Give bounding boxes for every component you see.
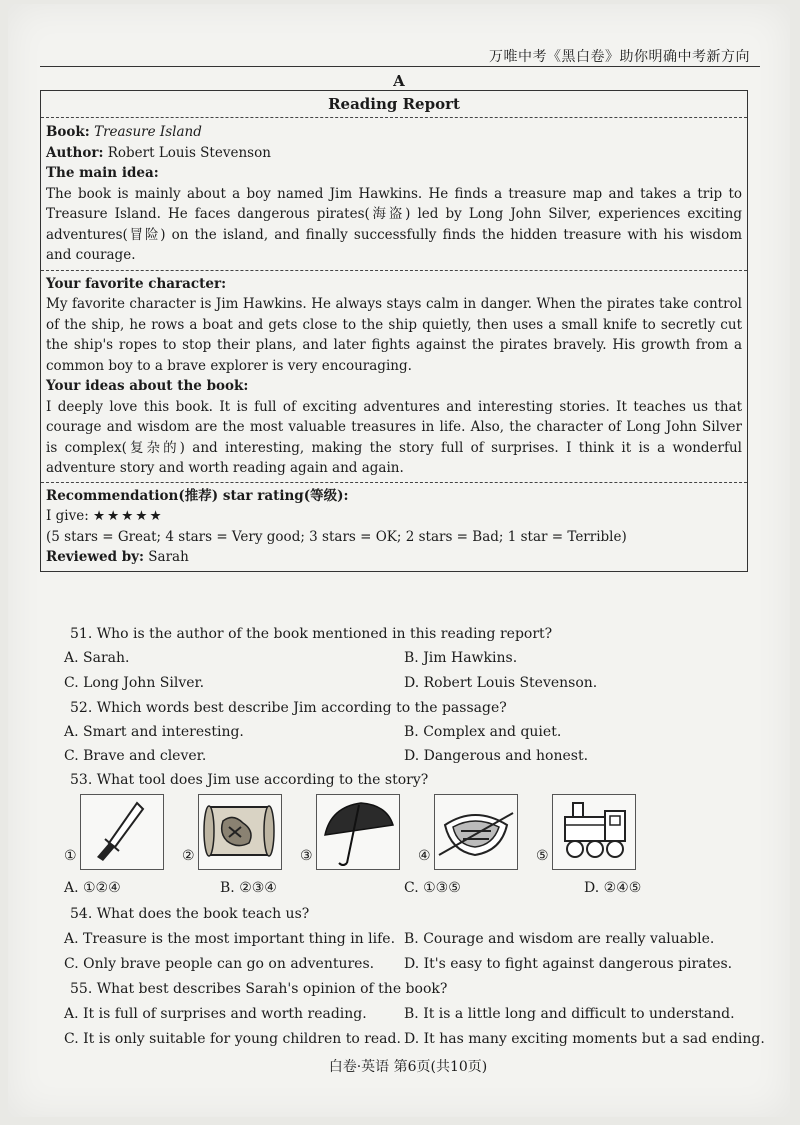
q54-option-c[interactable]: C. Only brave people can go on adventures. <box>64 956 375 972</box>
q51-option-b[interactable]: B. Jim Hawkins. <box>404 650 518 666</box>
page-footer: 白卷·英语 第6页(共10页) <box>328 1059 488 1075</box>
question-52-stem: 52. Which words best describe Jim according to the passage? <box>70 700 507 716</box>
book-info <box>41 118 747 271</box>
q55-option-c[interactable]: C. It is only suitable for young children to read. <box>64 1031 401 1047</box>
pic-label-3: ③ <box>300 848 313 864</box>
q55-option-a[interactable]: A. It is full of surprises and worth reading. <box>64 1006 367 1022</box>
question-55-stem: 55. What best describes Sarah's opinion of the book? <box>70 981 448 997</box>
favorite-section <box>41 271 747 483</box>
favorite-text: My favorite character is Jim Hawkins. He always stays calm in danger. When the pirates take control of the ship, he rows a boat and gets close to the ship quietly, then uses a small knife to secretly cut the ship's ropes to stop their plans, and later fights against the pirates bravely. His growth from a common boy to a brave explorer is very encouraging. <box>46 296 742 374</box>
favorite-label: Your favorite character: <box>46 275 227 292</box>
section-letter: A <box>393 72 405 90</box>
q53-pictures <box>64 794 744 870</box>
exam-page <box>8 4 790 1117</box>
q53-option-a[interactable]: A. ①②④ <box>64 880 121 896</box>
header-divider <box>40 66 760 67</box>
main-idea-label: The main idea: <box>46 165 159 181</box>
q53-option-c[interactable]: C. ①③⑤ <box>404 880 461 896</box>
q53-option-b[interactable]: B. ②③④ <box>220 880 277 896</box>
reading-report-box <box>40 90 748 572</box>
reviewed-label: Reviewed by: <box>46 549 144 565</box>
reviewer-name: Sarah <box>148 549 189 565</box>
q52-option-b[interactable]: B. Complex and quiet. <box>404 724 562 740</box>
star-rating: ★★★★★ <box>93 508 164 524</box>
q55-option-d[interactable]: D. It has many exciting moments but a sad ending. <box>404 1031 765 1047</box>
pic-label-4: ④ <box>418 848 431 864</box>
q54-option-a[interactable]: A. Treasure is the most important thing in life. <box>64 931 396 947</box>
q51-option-c[interactable]: C. Long John Silver. <box>64 675 205 691</box>
train-icon <box>552 794 636 870</box>
q53-option-d[interactable]: D. ②④⑤ <box>584 880 642 896</box>
author-row <box>46 143 742 164</box>
q52-option-d[interactable]: D. Dangerous and honest. <box>404 748 589 764</box>
knife-icon <box>80 794 164 870</box>
reviewed-row <box>46 547 742 568</box>
give-row <box>46 506 742 527</box>
q52-option-a[interactable]: A. Smart and interesting. <box>64 724 244 740</box>
author-name: Robert Louis Stevenson <box>107 144 271 161</box>
q55-option-b[interactable]: B. It is a little long and difficult to understand. <box>404 1006 735 1022</box>
rowboat-icon <box>434 794 518 870</box>
main-idea-text: The book is mainly about a boy named Jim Hawkins. He finds a treasure map and takes a trip to Treasure Island. He faces dangerous pirates(海盗) led by Long John Silver, experiences exciting adventures(冒险) on the island, and finally successfully finds the hidden treasure with his wisdom and courage. <box>46 185 742 263</box>
pic-label-2: ② <box>182 848 195 864</box>
q51-option-d[interactable]: D. Robert Louis Stevenson. <box>404 675 598 691</box>
ideas-text: I deeply love this book. It is full of exciting adventures and interesting stories. It teaches us that courage and wisdom are the most valuable treasures in life. Also, the character of Long John Silver is complex(复杂的) and interesting, making the story full of surprises. I think it is a wonderful adventure story and worth reading again and again. <box>46 398 742 476</box>
book-title: Treasure Island <box>94 124 202 140</box>
rating-section <box>41 483 747 571</box>
book-row <box>46 122 742 143</box>
q52-option-c[interactable]: C. Brave and clever. <box>64 748 207 764</box>
question-51-stem: 51. Who is the author of the book mentioned in this reading report? <box>70 626 553 642</box>
recommendation-label: Recommendation(推荐) star rating(等级): <box>46 487 349 504</box>
header-slogan: 万唯中考《黑白卷》助你明确中考新方向 <box>489 49 750 65</box>
q51-option-a[interactable]: A. Sarah. <box>64 650 130 666</box>
pic-label-1: ① <box>64 848 77 864</box>
pic-label-5: ⑤ <box>536 848 549 864</box>
question-53-stem: 53. What tool does Jim use according to the story? <box>70 772 429 788</box>
question-54-stem: 54. What does the book teach us? <box>70 906 310 922</box>
give-label: I give: <box>46 508 89 524</box>
author-label: Author: <box>46 144 104 161</box>
rating-scale: (5 stars = Great; 4 stars = Very good; 3 stars = OK; 2 stars = Bad; 1 star = Terrible) <box>46 528 627 545</box>
book-label: Book: <box>46 124 90 140</box>
umbrella-icon <box>316 794 400 870</box>
report-title: Reading Report <box>41 91 747 118</box>
q54-option-b[interactable]: B. Courage and wisdom are really valuable. <box>404 931 715 947</box>
q54-option-d[interactable]: D. It's easy to fight against dangerous pirates. <box>404 956 733 972</box>
treasure-map-icon <box>198 794 282 870</box>
ideas-label: Your ideas about the book: <box>46 378 249 394</box>
